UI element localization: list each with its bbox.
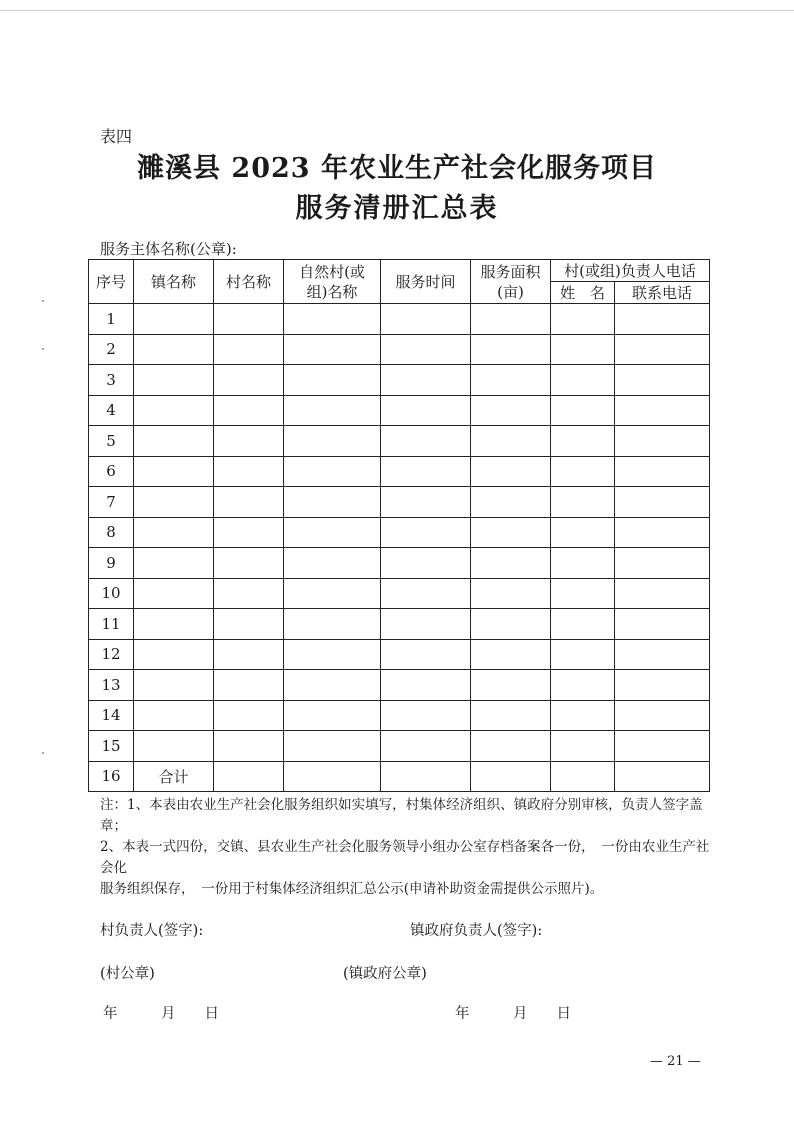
- table-cell: [615, 517, 710, 548]
- table-cell: [615, 670, 710, 701]
- table-cell: [551, 548, 615, 579]
- row-number: 3: [89, 365, 134, 396]
- header-town: 镇名称: [134, 260, 214, 304]
- header-service-area-text: 服务面积(亩): [480, 262, 541, 301]
- table-cell: [134, 639, 214, 670]
- note-line-2: 2、本表一式四份，交镇、县农业生产社会化服务领导小组办公室存档备案各一份， 一份由农业生产社会化: [100, 839, 710, 876]
- table-cell: [471, 761, 551, 792]
- table-cell: [615, 426, 710, 457]
- table-cell: [381, 639, 471, 670]
- notes: [100, 795, 710, 900]
- table-cell: [214, 578, 284, 609]
- row-number: 14: [89, 700, 134, 731]
- page-number: — 21 —: [650, 1054, 701, 1069]
- table-cell: [471, 731, 551, 762]
- table-row: [89, 456, 710, 487]
- table-cell: [214, 517, 284, 548]
- table-cell: [381, 609, 471, 640]
- table-cell: [471, 578, 551, 609]
- table-cell: [615, 304, 710, 335]
- table-cell: [551, 639, 615, 670]
- table-row: [89, 487, 710, 518]
- table-cell: [134, 517, 214, 548]
- subject-name-label: 服务主体名称(公章):: [100, 240, 237, 258]
- table-cell: [214, 334, 284, 365]
- table-cell: [471, 334, 551, 365]
- table-cell: [214, 731, 284, 762]
- row-number: 8: [89, 517, 134, 548]
- table-cell: [134, 456, 214, 487]
- table-cell: [471, 456, 551, 487]
- header-service-time: 服务时间: [381, 260, 471, 304]
- table-cell: [134, 670, 214, 701]
- title-line-1: 濉溪县 2023 年农业生产社会化服务项目: [137, 153, 657, 184]
- table-cell: [134, 304, 214, 335]
- table-row: [89, 731, 710, 762]
- row-number: 13: [89, 670, 134, 701]
- row-number: 5: [89, 426, 134, 457]
- table-body: [89, 304, 710, 792]
- table-cell: [134, 609, 214, 640]
- table-cell: [551, 670, 615, 701]
- table-cell: [214, 365, 284, 396]
- table-cell: [381, 517, 471, 548]
- table-cell: [471, 487, 551, 518]
- date-right: 年 月 日: [455, 1006, 571, 1022]
- village-head-signature: 村负责人(签字):: [100, 923, 204, 939]
- note-line-3: 服务组织保存， 一份用于村集体经济组织汇总公示(申请补助资金需提供公示照片)。: [100, 881, 604, 897]
- table-cell: [214, 548, 284, 579]
- table-cell: [381, 426, 471, 457]
- table-cell: [381, 334, 471, 365]
- table-cell: [214, 487, 284, 518]
- table-cell: [615, 578, 710, 609]
- table-cell: [471, 670, 551, 701]
- table-cell: [551, 761, 615, 792]
- table-row: [89, 334, 710, 365]
- table-cell: [134, 487, 214, 518]
- row-number: 1: [89, 304, 134, 335]
- row-number: 2: [89, 334, 134, 365]
- table-cell: [551, 700, 615, 731]
- row-number: 6: [89, 456, 134, 487]
- table-cell: [381, 670, 471, 701]
- table-cell: [471, 639, 551, 670]
- date-left: 年 月 日: [103, 1006, 219, 1022]
- table-cell: [615, 731, 710, 762]
- table-cell: [134, 548, 214, 579]
- row-number: 7: [89, 487, 134, 518]
- row-number: 9: [89, 548, 134, 579]
- table-cell: [551, 334, 615, 365]
- table-cell: [214, 456, 284, 487]
- table-cell: [551, 517, 615, 548]
- table-cell: [284, 761, 381, 792]
- table-cell: [134, 334, 214, 365]
- table-cell: [381, 761, 471, 792]
- table-cell: [134, 578, 214, 609]
- table-cell: [284, 487, 381, 518]
- header-service-area: [471, 260, 551, 304]
- table-cell: [284, 517, 381, 548]
- table-cell: [471, 548, 551, 579]
- table-cell: [214, 304, 284, 335]
- table-cell: [551, 578, 615, 609]
- table-cell: [381, 456, 471, 487]
- table-cell: [284, 609, 381, 640]
- table-row: [89, 395, 710, 426]
- table-cell: [615, 395, 710, 426]
- table-cell: [284, 395, 381, 426]
- row-number: 10: [89, 578, 134, 609]
- table-row: [89, 670, 710, 701]
- table-row: [89, 365, 710, 396]
- table-cell: [214, 700, 284, 731]
- table-cell: [471, 426, 551, 457]
- table-cell: [551, 304, 615, 335]
- table-cell: [615, 548, 710, 579]
- table-cell: [381, 304, 471, 335]
- row-number: 12: [89, 639, 134, 670]
- table-cell: [471, 609, 551, 640]
- table-cell: [615, 487, 710, 518]
- table-cell: [134, 700, 214, 731]
- row-number: 11: [89, 609, 134, 640]
- header-name: 姓 名: [551, 282, 615, 304]
- table-cell: [284, 578, 381, 609]
- table-cell: [381, 395, 471, 426]
- town-seal: (镇政府公章): [343, 966, 427, 982]
- row-number: 16: [89, 761, 134, 792]
- table-cell: [381, 578, 471, 609]
- table-cell: [284, 670, 381, 701]
- table-cell: [471, 395, 551, 426]
- table-cell: [284, 456, 381, 487]
- scan-mark: [42, 348, 44, 350]
- table-cell: [471, 365, 551, 396]
- row-number: 4: [89, 395, 134, 426]
- note-line-1: 注：1、本表由农业生产社会化服务组织如实填写，村集体经济组织、镇政府分别审核，负责人签字盖章；: [100, 797, 703, 834]
- table-row: [89, 700, 710, 731]
- service-register-table: [88, 259, 710, 792]
- header-seq: 序号: [89, 260, 134, 304]
- table-cell: [615, 456, 710, 487]
- table-row: [89, 639, 710, 670]
- table-cell: [615, 365, 710, 396]
- table-cell: [214, 395, 284, 426]
- table-row: [89, 609, 710, 640]
- table-cell: [551, 487, 615, 518]
- table-cell: [214, 761, 284, 792]
- scan-mark: [42, 300, 44, 302]
- table-cell: [214, 426, 284, 457]
- table-cell: [615, 609, 710, 640]
- table-cell: [284, 639, 381, 670]
- table-cell: [551, 456, 615, 487]
- total-label: 合计: [134, 761, 214, 792]
- table-cell: [284, 365, 381, 396]
- header-village: 村名称: [214, 260, 284, 304]
- table-cell: [214, 609, 284, 640]
- header-contact-group: 村(或组)负责人电话: [551, 260, 710, 282]
- table-cell: [471, 517, 551, 548]
- table-cell: [284, 731, 381, 762]
- table-cell: [214, 639, 284, 670]
- table-cell: [284, 700, 381, 731]
- table-cell: [551, 609, 615, 640]
- table-cell: [381, 548, 471, 579]
- table-row: [89, 517, 710, 548]
- table-cell: [471, 700, 551, 731]
- table-row: [89, 761, 710, 792]
- table-label: 表四: [100, 127, 133, 146]
- table-cell: [551, 395, 615, 426]
- village-seal: (村公章): [100, 966, 155, 982]
- town-head-signature: 镇政府负责人(签字):: [410, 923, 543, 939]
- table-cell: [381, 731, 471, 762]
- table-cell: [615, 639, 710, 670]
- table-cell: [551, 365, 615, 396]
- table-cell: [134, 395, 214, 426]
- table-cell: [134, 731, 214, 762]
- table-row: [89, 578, 710, 609]
- table-cell: [551, 731, 615, 762]
- table-cell: [381, 487, 471, 518]
- header-natural-village: [284, 260, 381, 304]
- row-number: 15: [89, 731, 134, 762]
- scan-mark: [42, 752, 44, 754]
- table-cell: [615, 334, 710, 365]
- table-cell: [134, 426, 214, 457]
- header-natural-village-text: 自然村(或组)名称: [299, 262, 365, 301]
- table-cell: [134, 365, 214, 396]
- table-cell: [615, 700, 710, 731]
- table-row: [89, 304, 710, 335]
- table-cell: [284, 548, 381, 579]
- table-cell: [615, 761, 710, 792]
- scan-top-edge: [0, 10, 794, 11]
- table-cell: [284, 304, 381, 335]
- table-row: [89, 548, 710, 579]
- header-phone: 联系电话: [615, 282, 710, 304]
- table-cell: [381, 700, 471, 731]
- table-cell: [214, 670, 284, 701]
- table-row: [89, 426, 710, 457]
- title-line-2: 服务清册汇总表: [295, 193, 499, 224]
- table-cell: [381, 365, 471, 396]
- table-cell: [471, 304, 551, 335]
- table-cell: [551, 426, 615, 457]
- table-cell: [284, 334, 381, 365]
- table-cell: [284, 426, 381, 457]
